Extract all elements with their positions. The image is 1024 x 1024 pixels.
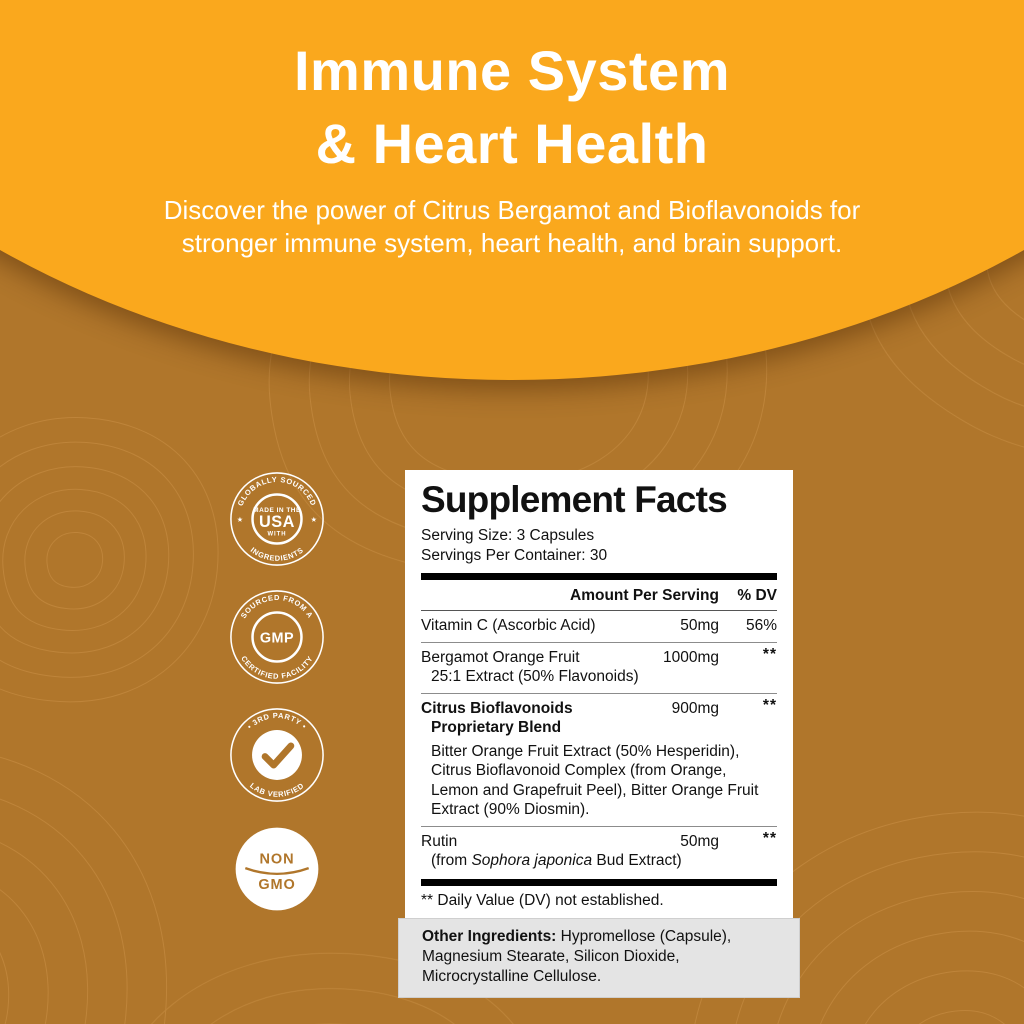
ingredient-dv: **	[762, 645, 777, 663]
table-row	[421, 611, 777, 642]
gmo-label: GMO	[258, 877, 296, 894]
badge-arc-bottom: LAB VERIFIED	[248, 780, 306, 799]
divider-thick	[421, 879, 777, 886]
servings-per-container: Servings Per Container: 30	[421, 547, 608, 564]
made-in-usa-badge-icon	[229, 471, 325, 567]
table-header-row	[421, 580, 777, 610]
table-row	[421, 694, 777, 826]
header	[0, 34, 1024, 260]
star-icon: ★	[237, 516, 243, 524]
badge-arc-top: • 3RD PARTY •	[245, 710, 309, 731]
ingredient-amount: 1000mg	[662, 648, 719, 666]
badge-arc-bottom: CERTIFIED FACILITY	[239, 654, 315, 681]
ingredient-subname: (from Sophora japonica Bud Extract)	[431, 852, 682, 869]
badge-arc-top: GLOBALLY SOURCED	[235, 474, 319, 508]
badge-arc-bottom: INGREDIENTS	[248, 545, 306, 563]
table-row	[421, 643, 777, 693]
serving-size: Serving Size: 3 Capsules	[421, 527, 595, 544]
ingredient-name: Rutin	[421, 832, 458, 850]
ingredient-amount: 50mg	[680, 617, 719, 634]
ingredient-dv: **	[762, 829, 777, 847]
badge-center-disc	[252, 730, 302, 780]
svg-text:SOURCED FROM A	[239, 593, 315, 620]
title-line-1: Immune System	[294, 39, 730, 102]
ingredient-amount: 50mg	[680, 832, 719, 850]
ingredient-subname: 25:1 Extract (50% Flavonoids)	[431, 668, 639, 685]
divider-thick	[421, 573, 777, 580]
ingredient-name: Bergamot Orange Fruit	[421, 648, 580, 666]
ingredient-dv: 56%	[745, 617, 777, 634]
usa-made-in-the: MADE IN THE	[253, 506, 301, 514]
usa-with: WITH	[267, 531, 287, 538]
other-ingredients-label: Other Ingredients:	[422, 927, 557, 945]
daily-value-footnote: ** Daily Value (DV) not established.	[421, 891, 664, 909]
star-icon: ★	[311, 516, 317, 524]
other-ingredients-list: Hypromellose (Capsule), Magnesium Stearate, Silicon Dioxide, Microcrystalline Cellulose.	[422, 927, 732, 985]
non-gmo-badge-icon	[233, 825, 321, 913]
other-ingredients-box	[398, 918, 800, 998]
table-row	[421, 827, 777, 877]
gmp-label: GMP	[259, 630, 295, 647]
lab-verified-badge-icon	[229, 707, 325, 803]
badge-arc-top: SOURCED FROM A	[238, 593, 316, 620]
column-header-dv: % DV	[737, 587, 777, 604]
title-line-2: & Heart Health	[315, 112, 709, 175]
svg-text:GLOBALLY SOURCED	[236, 475, 319, 507]
column-header-amount: Amount Per Serving	[570, 587, 719, 604]
usa-label: USA	[259, 513, 295, 532]
ingredient-dv: **	[762, 696, 777, 714]
gmp-badge-icon	[229, 589, 325, 685]
badge-column	[229, 471, 325, 913]
panel-title: Supplement Facts	[421, 479, 727, 520]
ingredient-amount: 900mg	[671, 699, 719, 717]
ingredient-name: Citrus Bioflavonoids	[421, 699, 573, 717]
ingredient-name: Vitamin C (Ascorbic Acid)	[421, 617, 596, 634]
supplement-facts-panel	[405, 470, 793, 998]
non-label: NON	[259, 851, 295, 868]
ingredient-subname: Proprietary Blend	[431, 719, 562, 736]
subtitle: Discover the power of Citrus Bergamot and Bioflavonoids for stronger immune system, heart health, and brain support.	[163, 195, 861, 258]
svg-text:CERTIFIED FACILITY	[239, 654, 315, 681]
blend-description: Bitter Orange Fruit Extract (50% Hesperidin), Citrus Bioflavonoid Complex (from Orange, Lemon and Grapefruit Peel), Bitter Orange Fruit Extract (90% Diosmin).	[431, 742, 759, 818]
page-title	[0, 34, 1024, 180]
